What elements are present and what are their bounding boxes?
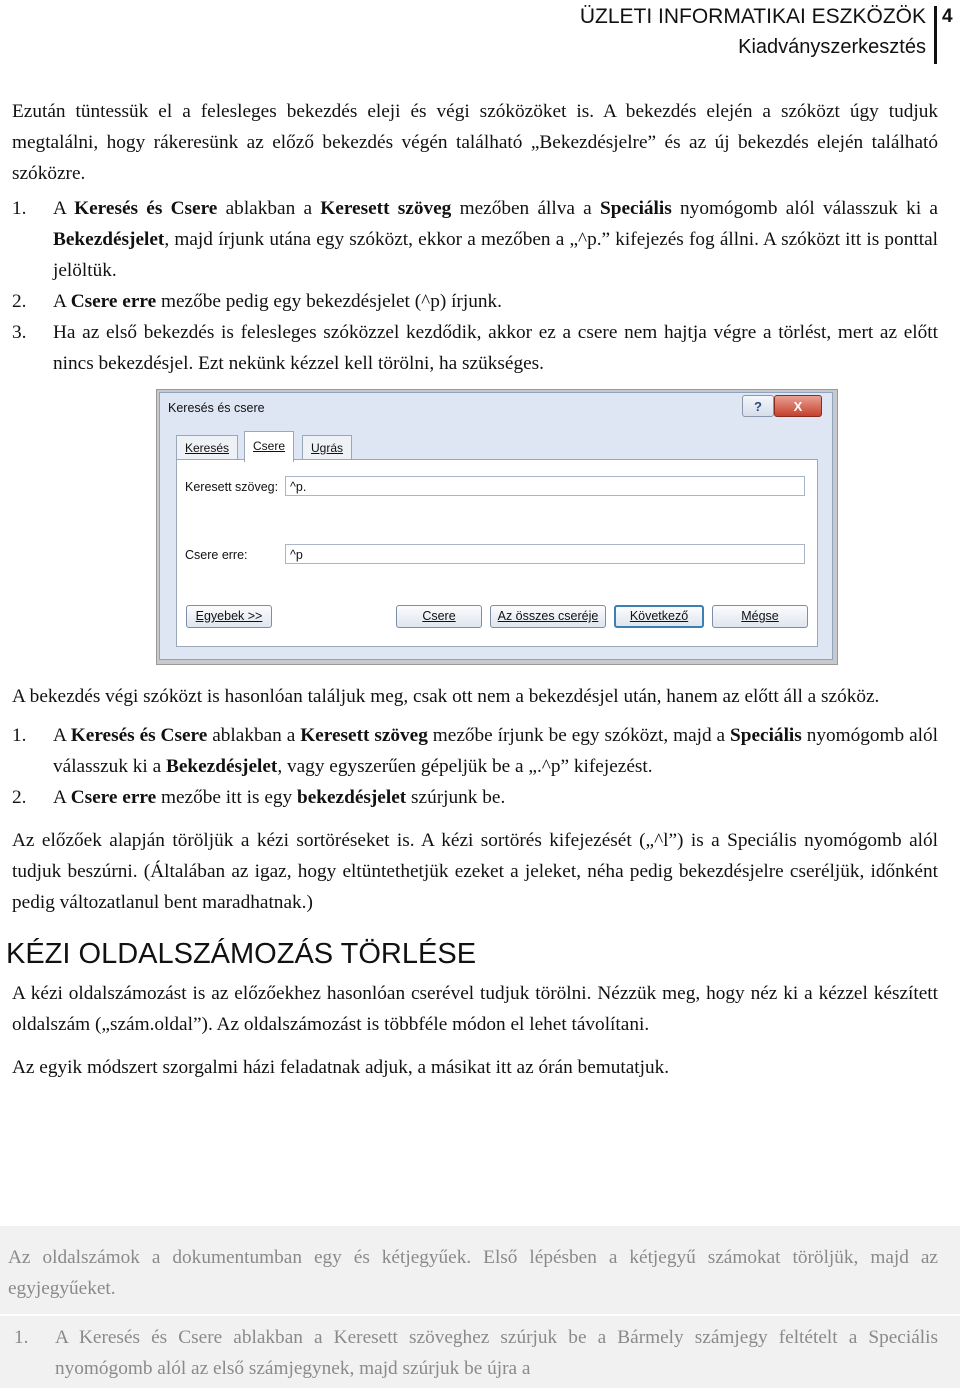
step-number: 3. bbox=[12, 322, 27, 343]
list-item: 2. A Csere erre mezőbe pedig egy bekezdésjelet (^p) írjunk. bbox=[12, 286, 938, 317]
page-number: 4 bbox=[942, 6, 953, 27]
replace-button[interactable]: Csere bbox=[396, 605, 482, 628]
note-separator bbox=[0, 1314, 960, 1316]
list-item: 1. A Keresés és Csere ablakban a Keresett szöveg mezőben állva a Speciális nyomógomb alól válasszuk ki a Bekezdésjelet, majd írjunk utána egy szóközt, ekkor a mezőben a „^p.” kifejezés fog állni. A szóközt itt is ponttal jelöltük. bbox=[12, 193, 938, 286]
note-paragraph: Az oldalszámok a dokumentumban egy és kétjegyűek. Első lépésben a kétjegyű számokat töröljük, majd az egyjegyűeket. bbox=[8, 1247, 938, 1299]
tab-replace[interactable]: Csere bbox=[244, 431, 294, 462]
note-box bbox=[0, 1226, 960, 1388]
intro-paragraph: Ezután tüntessük el a felesleges bekezdés eleji és végi szóközöket is. A bekezdés elején a szóközt úgy tudjuk megtalálni, hogy rákeresünk az előző bekezdés végén található „Bekezdésjelre” és az új bekezdés elején található szóközre. bbox=[12, 101, 938, 184]
replace-all-button[interactable]: Az összes cseréje bbox=[490, 605, 606, 628]
tab-goto[interactable]: Ugrás bbox=[302, 435, 352, 460]
linebreak-paragraph: Az előzőek alapján töröljük a kézi sortöréseket is. A kézi sortörés kifejezését („^l”) is a Speciális nyomógomb alól tudjuk beszúrni. (Általában az igaz, hogy eltüntethetjük ezeket a jeleket, néha pedig bekezdésjelre cseréljük, időnként pedig változatlanul bent maradhatnak.) bbox=[12, 830, 938, 913]
replace-input[interactable]: ^p bbox=[285, 544, 805, 564]
tab-find[interactable]: Keresés bbox=[176, 435, 238, 460]
close-button[interactable]: X bbox=[774, 395, 822, 417]
step-number: 1. bbox=[14, 1327, 29, 1348]
step-number: 2. bbox=[12, 787, 27, 808]
section-paragraph-2: Az egyik módszert szorgalmi házi feladatnak adjuk, a másikat itt az órán bemutatjuk. bbox=[12, 1057, 670, 1078]
find-label: Keresett szöveg: bbox=[185, 480, 279, 494]
list-item: 2. A Csere erre mezőbe itt is egy bekezdésjelet szúrjunk be. bbox=[12, 782, 938, 813]
steps-list-2 bbox=[12, 720, 938, 813]
header-title: ÜZLETI INFORMATIKAI ESZKÖZÖK bbox=[579, 5, 926, 28]
steps-list-1 bbox=[12, 193, 938, 379]
note-step-text: A Keresés és Csere ablakban a Keresett szöveghez szúrjuk be a Bármely számjegy feltételt a Speciális nyomógomb alól az első számjegynek, majd szúrjuk be újra a bbox=[55, 1327, 938, 1379]
cancel-button[interactable]: Mégse bbox=[712, 605, 808, 628]
list-item: 3. Ha az első bekezdés is felesleges szóközzel kezdődik, akkor ez a csere nem hajtja végre a törlést, mert az előtt nincs bekezdésjel. Ezt nekünk kézzel kell törölni, ha szükséges. bbox=[12, 317, 938, 379]
step-number: 1. bbox=[12, 725, 27, 746]
header-subtitle: Kiadványszerkesztés bbox=[738, 36, 926, 58]
list-item bbox=[14, 1322, 938, 1384]
section-heading: KÉZI OLDALSZÁMOZÁS TÖRLÉSE bbox=[6, 938, 477, 970]
replace-label: Csere erre: bbox=[185, 548, 248, 562]
header-rule bbox=[934, 6, 937, 64]
list-item: 1. A Keresés és Csere ablakban a Keresett szöveg mezőbe írjunk be egy szóközt, majd a Speciális nyomógomb alól válasszuk ki a Bekezdésjelet, vagy egyszerűen gépeljük be a „.^p” kifejezést. bbox=[12, 720, 938, 782]
step-number: 2. bbox=[12, 291, 27, 312]
step-number: 1. bbox=[12, 198, 27, 219]
dialog-screenshot bbox=[156, 389, 838, 665]
dialog-title: Keresés és csere bbox=[168, 401, 265, 415]
find-replace-dialog bbox=[159, 392, 833, 660]
find-input[interactable]: ^p. bbox=[285, 476, 805, 496]
middle-paragraph: A bekezdés végi szóközt is hasonlóan találjuk meg, csak ott nem a bekezdésjel után, hanem az előtt áll a szóköz. bbox=[12, 686, 880, 707]
help-button[interactable]: ? bbox=[742, 395, 774, 417]
page-content bbox=[6, 96, 939, 1083]
find-next-button[interactable]: Következő bbox=[614, 605, 704, 628]
page-header bbox=[0, 0, 960, 70]
more-button[interactable]: Egyebek >> bbox=[186, 605, 272, 628]
section-paragraph-1: A kézi oldalszámozást is az előzőekhez hasonlóan cserével tudjuk törölni. Nézzük meg, hogy néz ki a kézzel készített oldalszám („szám.oldal”). Az oldalszámozást is többféle módon el lehet távolítani. bbox=[12, 983, 938, 1035]
